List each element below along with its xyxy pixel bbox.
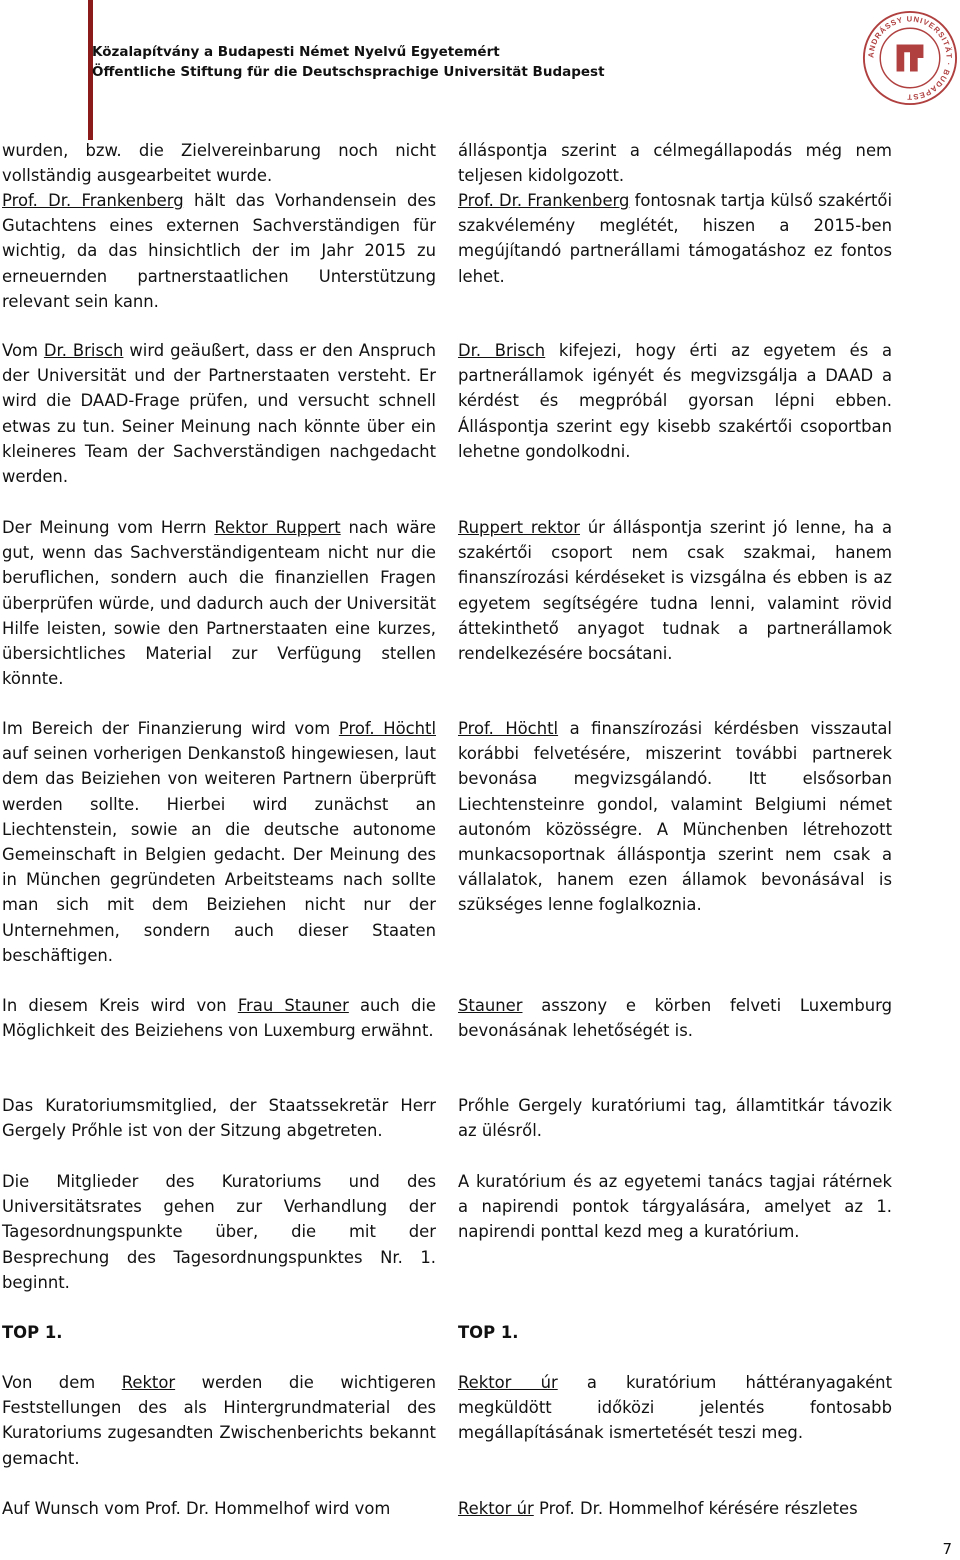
- left-paragraph: [2, 1093, 436, 1143]
- paragraph-text: a kuratórium háttéranyagaként megküldött időközi jelentés fontosabb megállapításának ismertetését teszi meg.: [458, 1373, 892, 1443]
- seal-text: ANDRÁSSY UNIVERSITÄT · BUDAPEST: [866, 14, 954, 102]
- underlined-name: Ruppert rektor: [458, 518, 580, 537]
- left-paragraph: [2, 188, 436, 314]
- left-paragraph: [2, 1496, 436, 1521]
- right-paragraph: [458, 138, 892, 188]
- right-paragraph: [458, 1370, 892, 1446]
- paragraph-text: Im Bereich der Finanzierung wird vom: [2, 719, 339, 738]
- left-paragraph: [2, 138, 436, 188]
- left-paragraph: [2, 716, 436, 968]
- underlined-name: Prof. Dr. Frankenberg: [2, 191, 184, 210]
- paragraph-text: Auf Wunsch vom Prof. Dr. Hommelhof wird vom: [2, 1499, 391, 1518]
- header-line-hungarian: Közalapítvány a Budapesti Német Nyelvű Egyetemért: [92, 44, 500, 60]
- underlined-name: Rektor: [121, 1373, 176, 1392]
- underlined-name: Frau Stauner: [237, 996, 349, 1015]
- paragraph-text: Der Meinung vom Herrn: [2, 518, 215, 537]
- paragraph-text: kifejezi, hogy érti az egyetem és a partnerállamok igényét és megvizsgálja a DAAD a kérdést és megpróbál gyorsan lépni ebben. Álláspontja szerint egy kisebb szakértői csoportban lehetne gondolkodni.: [458, 341, 892, 461]
- paragraph-text: Von dem: [2, 1373, 122, 1392]
- right-paragraph: [458, 1496, 892, 1521]
- paragraph-text: hält das Vorhandensein des Gutachtens eines externen Sachverständigen für wichtig, da das hinsichtlich der im Jahr 2015 zu erneuernden partnerstaatlichen Unterstützung relevant sein kann.: [2, 191, 437, 311]
- left-paragraph: [2, 515, 436, 691]
- paragraph-text: úr álláspontja szerint jó lenne, ha a szakértői csoport nem csak szakmai, hanem finanszírozási kérdéseket is vizsgálna és ebben is az egyetem segítségére tudna lenni, valamint rövid áttekinthető anyagot tudnak a partnerállamok rendelkezésére bocsátani.: [458, 518, 892, 664]
- right-paragraph: [458, 515, 892, 666]
- paragraph-text: auch die Möglichkeit des Beiziehens von Luxemburg erwähnt.: [2, 996, 437, 1041]
- right-paragraph: [458, 338, 892, 464]
- underlined-name: Prof. Dr. Frankenberg: [458, 191, 630, 210]
- paragraph-text: In diesem Kreis wird von: [2, 996, 238, 1015]
- left-paragraph: [2, 993, 436, 1043]
- underlined-name: Stauner: [458, 996, 523, 1015]
- right-paragraph: [458, 1093, 892, 1143]
- underlined-name: Dr. Brisch: [43, 341, 124, 360]
- paragraph-text: auf seinen vorherigen Denkanstoß hingewiesen, laut dem das Beiziehen von weiteren Partnern überprüft werden sollte. Hierbei wird zunächst an Liechtenstein, sowie an die deutsche autonome Gemeinschaft in Belgien gedacht. Der Meinung des in München gegründeten Arbeitsteams nach sollte man sich mit dem Beiziehen nicht nur der Unternehmen, sondern auch dieser Staaten beschäftigen.: [2, 744, 436, 965]
- left-paragraph: [2, 1320, 436, 1345]
- section-heading: TOP 1.: [2, 1323, 63, 1342]
- right-paragraph: [458, 1169, 892, 1245]
- paragraph-text: Vom: [2, 341, 44, 360]
- header-line-german: Öffentliche Stiftung für die Deutschsprachige Universität Budapest: [92, 64, 605, 80]
- left-paragraph: [2, 1169, 436, 1295]
- underlined-name: Rektor úr: [458, 1373, 558, 1392]
- underlined-name: Prof. Höchtl: [458, 719, 559, 738]
- university-seal-logo: [862, 10, 958, 106]
- left-paragraph: [2, 1370, 436, 1471]
- paragraph-text: fontosnak tartja külső szakértői szakvélemény meglétét, hiszen a 2015-ben megújítandó partnerállami támogatáshoz ez fontos lehet.: [458, 191, 893, 286]
- right-paragraph: [458, 993, 892, 1043]
- right-paragraph: [458, 1320, 892, 1345]
- page-number: 7: [942, 1540, 952, 1558]
- paragraph-text: a finanszírozási kérdésben visszautal korábbi felvetésére, miszerint további partnerek bevonása megvizsgálandó. Itt elsősorban Liechtensteinre gondol, valamint Belgiumi német autonóm közösségre. A Münchenben létrehozott munkacsoportnak álláspontja szerint nem csak a vállalatok, hanem ezen államok bevonásával is szükséges lenne foglalkoznia.: [458, 719, 892, 915]
- paragraph-text: álláspontja szerint a célmegállapodás még nem teljesen kidolgozott.: [458, 141, 892, 186]
- paragraph-text: Prőhle Gergely kuratóriumi tag, államtitkár távozik az ülésről.: [458, 1096, 892, 1141]
- underlined-name: Rektor úr: [458, 1499, 534, 1518]
- paragraph-text: A kuratórium és az egyetemi tanács tagjai rátérnek a napirendi pontok tárgyalására, amelyet az 1. napirendi ponttal kezd meg a kuratórium.: [458, 1172, 892, 1242]
- paragraph-text: Die Mitglieder des Kuratoriums und des Universitätsrates gehen zur Verhandlung der Tagesordnungspunkte über, die mit der Besprechung des Tagesordnungspunktes Nr. 1. beginnt.: [2, 1172, 436, 1292]
- underlined-name: Dr. Brisch: [458, 341, 546, 360]
- underlined-name: Prof. Höchtl: [338, 719, 436, 738]
- paragraph-text: Prof. Dr. Hommelhof kérésére részletes: [533, 1499, 858, 1518]
- page-header: [0, 0, 960, 130]
- right-paragraph: [458, 716, 892, 918]
- left-paragraph: [2, 338, 436, 489]
- header-text: [92, 42, 605, 82]
- right-paragraph: [458, 188, 892, 289]
- paragraph-text: nach wäre gut, wenn das Sachverständigenteam nicht nur die beruflichen, sondern auch die finanziellen Fragen überprüfen würde, und dadurch auch der Universität Hilfe leisten, sowie den Partnerstaaten eine kurzes, übersichtliches Material zur Verfügung stellen könnte.: [2, 518, 436, 689]
- section-heading: TOP 1.: [458, 1323, 519, 1342]
- paragraph-text: werden die wichtigeren Feststellungen des als Hintergrundmaterial des Kuratoriums zugesandten Zwischenberichts bekannt gemacht.: [2, 1373, 436, 1468]
- underlined-name: Rektor Ruppert: [214, 518, 341, 537]
- paragraph-text: asszony e körben felveti Luxemburg bevonásának lehetőségét is.: [458, 996, 892, 1041]
- paragraph-text: wurden, bzw. die Zielvereinbarung noch nicht vollständig ausgearbeitet wurde.: [2, 141, 436, 186]
- paragraph-text: Das Kuratoriumsmitglied, der Staatssekretär Herr Gergely Prőhle ist von der Sitzung abgetreten.: [2, 1096, 436, 1141]
- paragraph-text: wird geäußert, dass er den Anspruch der Universität und der Partnerstaaten versteht. Er wird die DAAD-Frage prüfen, und versucht schnell etwas zu tun. Seiner Meinung nach könnte über ein kleineres Team der Sachverständigen nachgedacht werden.: [2, 341, 436, 487]
